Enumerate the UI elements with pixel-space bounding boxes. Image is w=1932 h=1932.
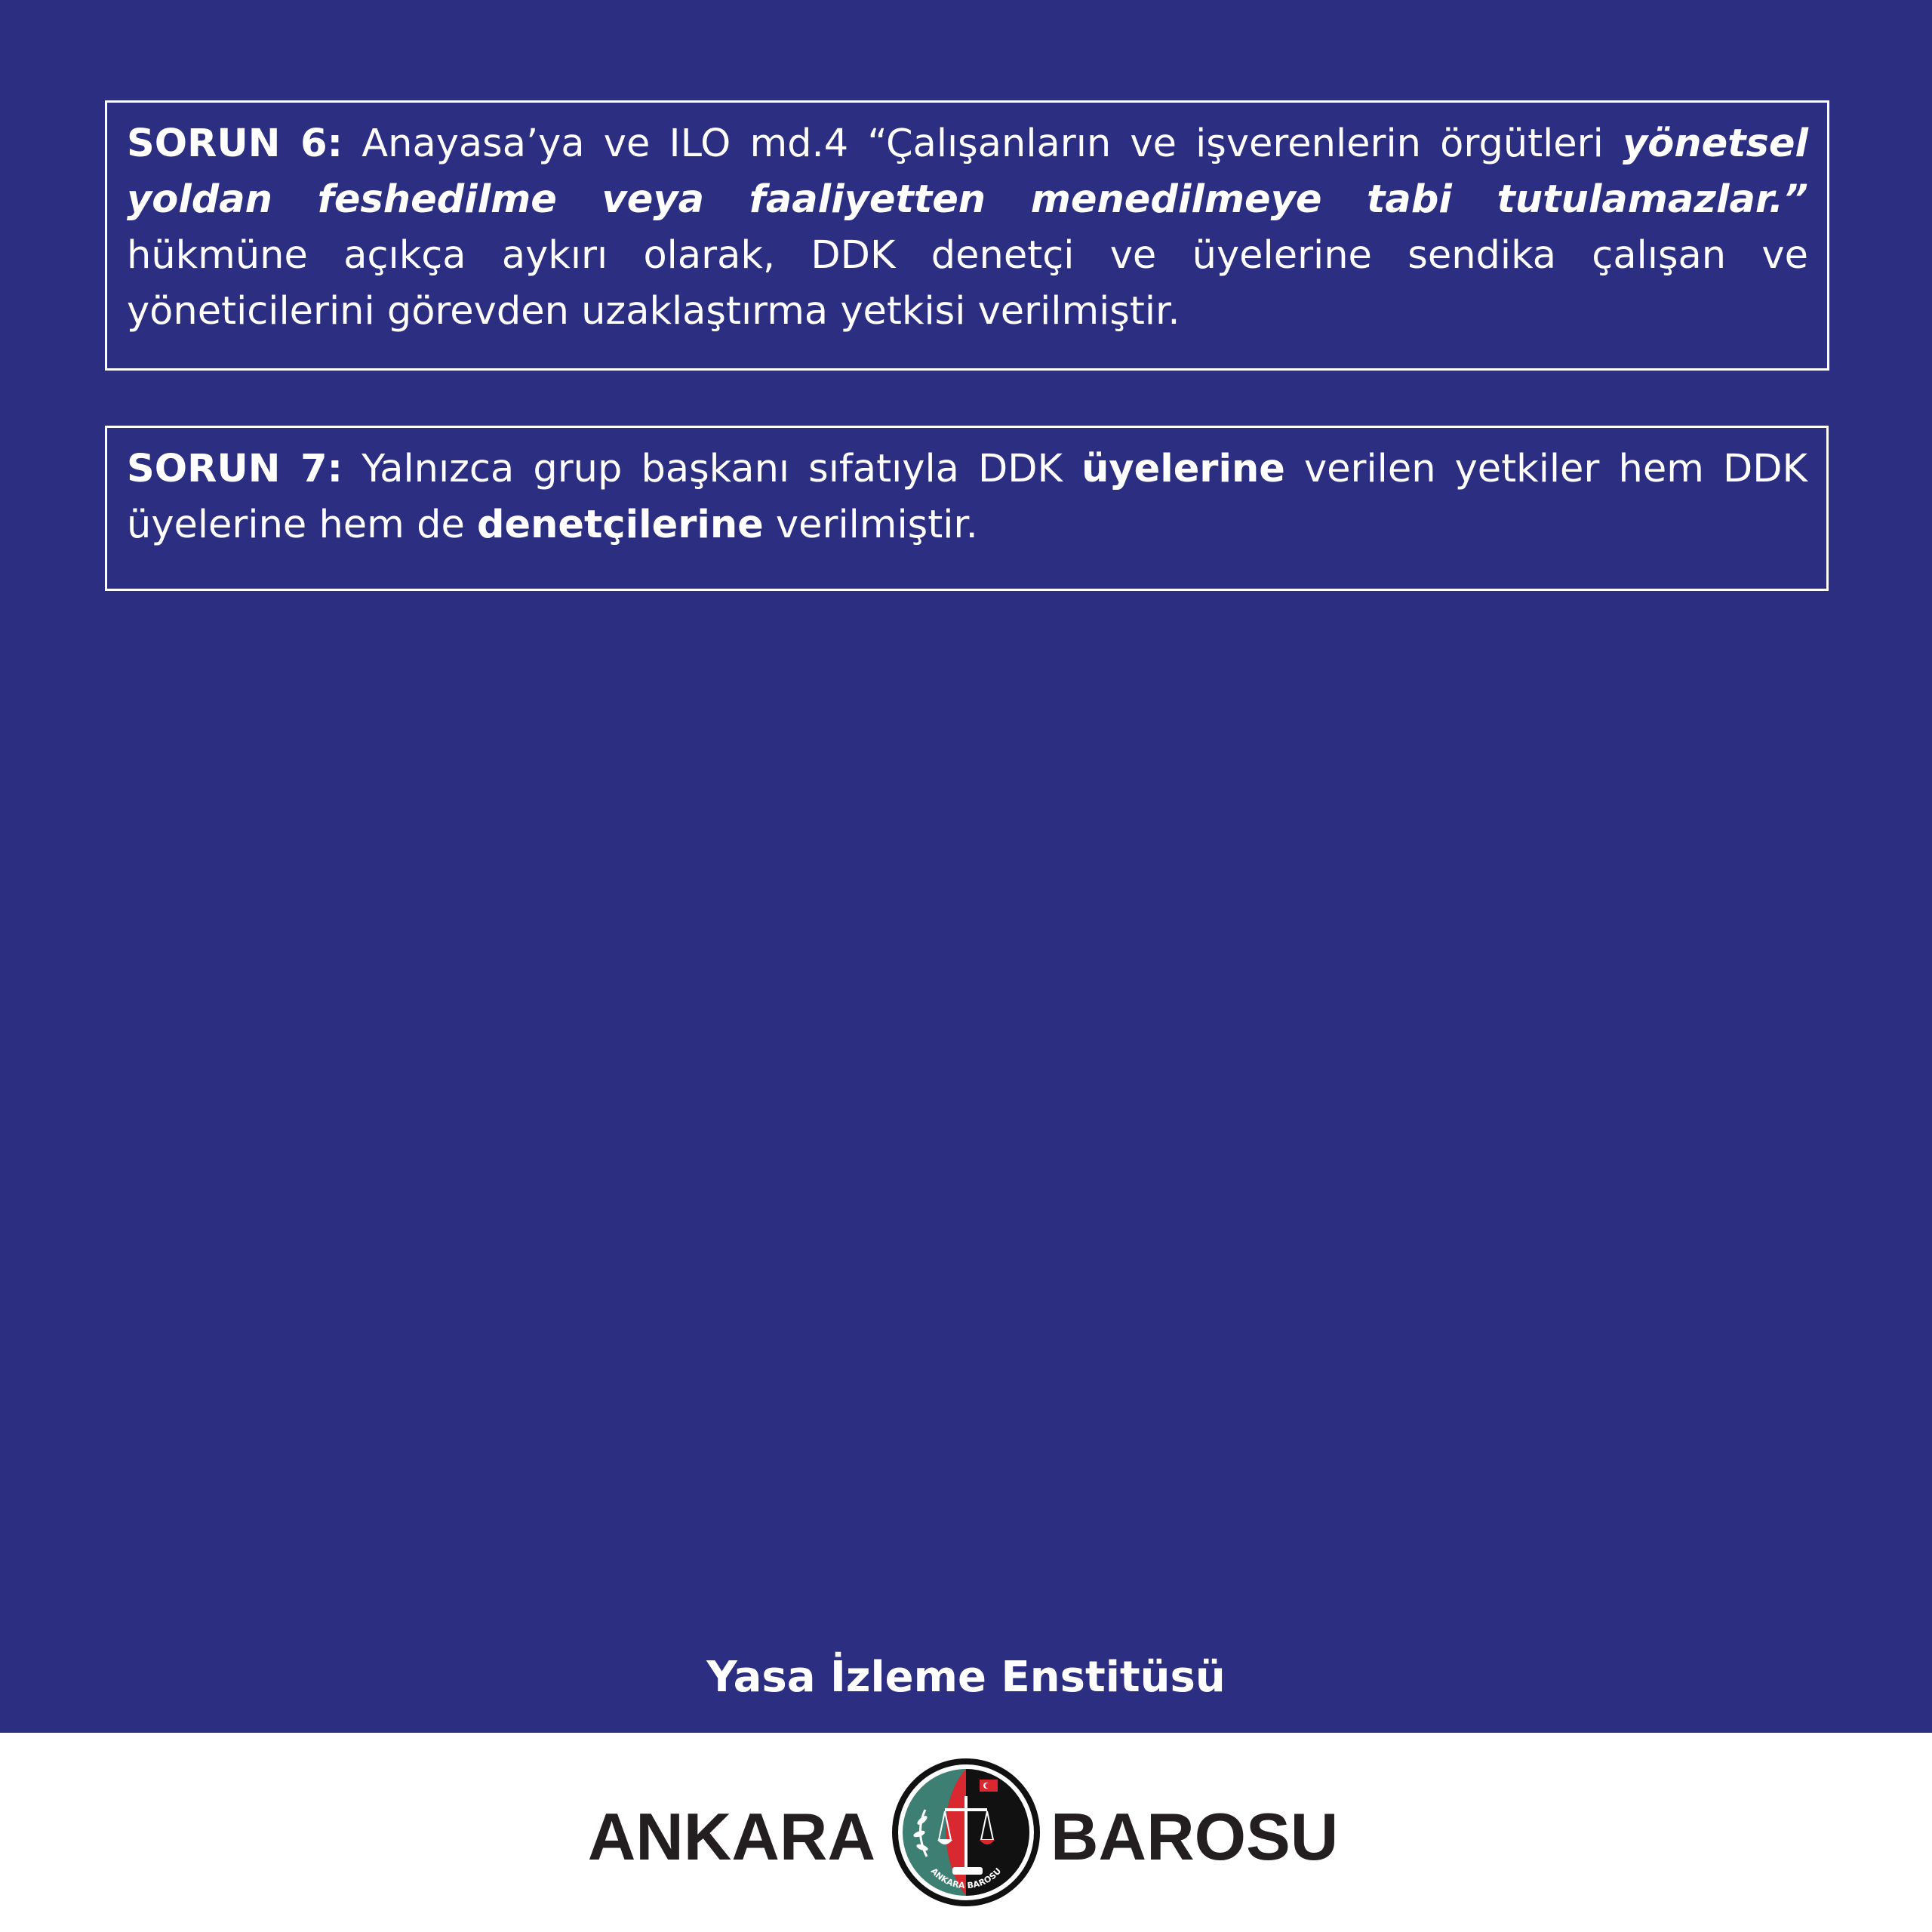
issue-7-text-3: verilmiştir. — [763, 503, 978, 547]
issue-6-text-1: Anayasa’ya ve ILO md.4 “Çalışanların ve işverenlerin örgütleri — [343, 122, 1623, 166]
issue-6-emphasis: yönetsel yoldan feshedilme veya faaliyetten menedilmeye tabi tutulamazlar.” — [127, 122, 1808, 222]
issue-7-bold-members: üyelerine — [1081, 447, 1285, 491]
issue-6-box — [105, 100, 1829, 371]
brand-name-left: ANKARA — [587, 1799, 875, 1874]
issue-7-text-2: verilen yetkiler hem DDK üyelerine hem de — [127, 447, 1807, 547]
issue-7-bold-auditors: denetçilerine — [477, 503, 764, 547]
issue-7-label: SORUN 7: — [127, 447, 343, 491]
issue-6-label: SORUN 6: — [127, 122, 343, 166]
issue-6-text-2: hükmüne açıkça aykırı olarak, DDK denetçi ve üyelerine sendika çalışan ve yöneticilerini görevden uzaklaştırma yetkisi verilmiştir. — [127, 233, 1808, 334]
brand-name-right: BAROSU — [1051, 1799, 1339, 1874]
institute-name: Yasa İzleme Enstitüsü — [706, 1653, 1226, 1702]
issue-7-text-1: Yalnızca grup başkanı sıfatıyla DDK — [343, 447, 1082, 491]
ankara-barosu-logo-icon — [891, 1757, 1041, 1908]
logo-ring-text: ANKARA BAROSU — [928, 1866, 1004, 1891]
issue-7-box — [105, 426, 1829, 591]
